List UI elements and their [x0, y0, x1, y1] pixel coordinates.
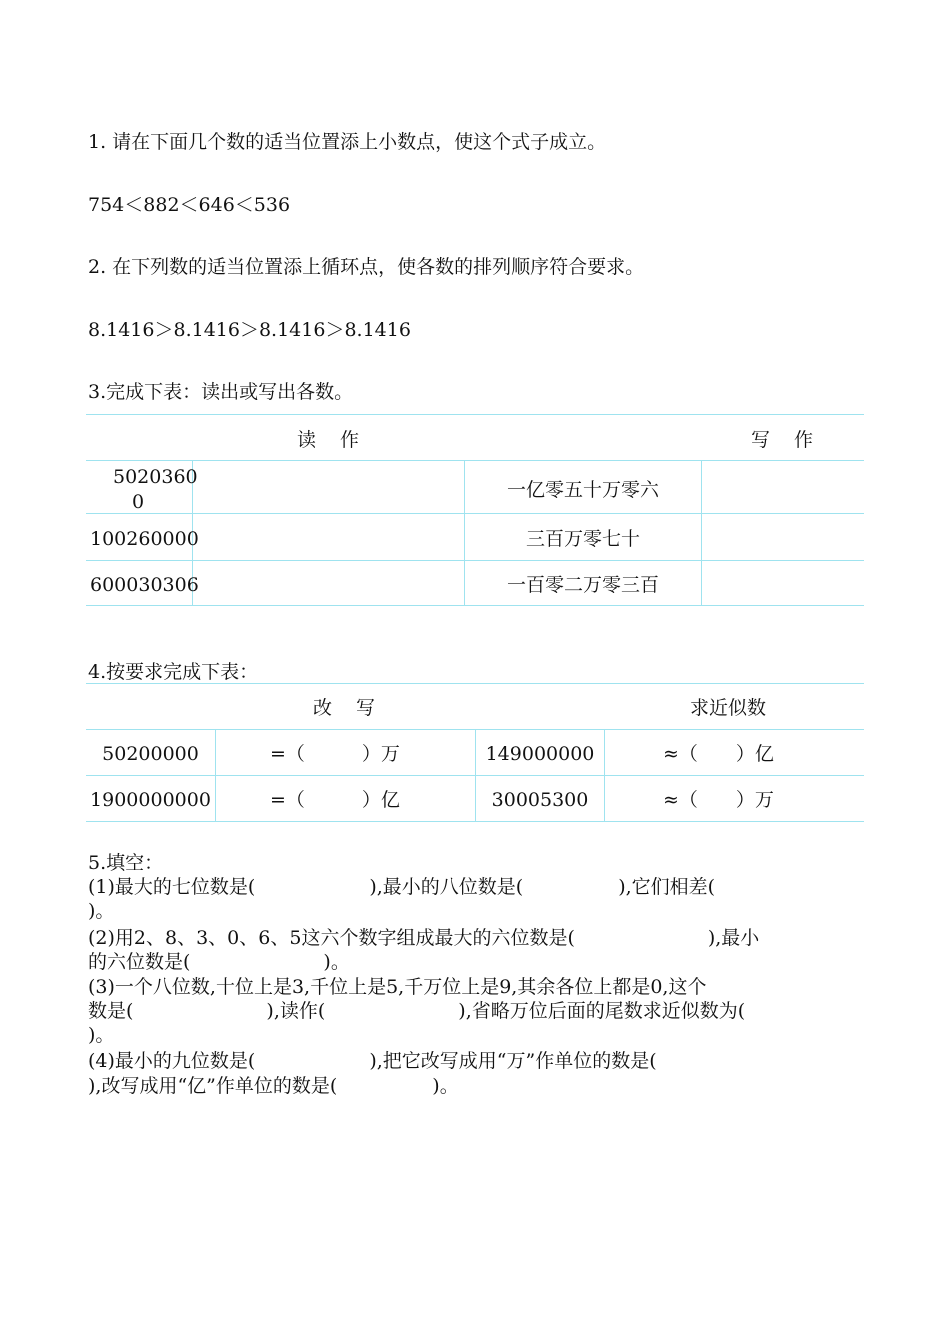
- q4-row2-number: 1900000000: [90, 789, 211, 811]
- q3-row2-write-blank[interactable]: [703, 518, 863, 556]
- q5-line: (4)最小的九位数是( ),把它改写成用“万”作单位的数是(: [88, 1050, 657, 1072]
- table-border: [86, 460, 864, 461]
- q3-row2-read-blank[interactable]: [194, 518, 462, 556]
- q2-expression: 8.1416＞8.1416＞8.1416＞8.1416: [88, 319, 411, 341]
- q5-line: )。: [88, 900, 115, 922]
- q5-title: 5.填空：: [88, 852, 164, 874]
- q3-row1-write-blank[interactable]: [700, 470, 864, 508]
- q5-line: (1)最大的七位数是( ),最小的八位数是( ),它们相差(: [88, 876, 716, 898]
- table-border: [86, 605, 864, 606]
- table-border: [215, 730, 216, 821]
- q5-line: )。: [88, 1024, 115, 1046]
- q3-row3-number: 600030306: [90, 574, 199, 596]
- q1-expression: 754＜882＜646＜536: [88, 194, 291, 216]
- q3-row3-read-blank[interactable]: [194, 564, 462, 602]
- q3-row1-read-blank[interactable]: [194, 470, 462, 508]
- q5-line: 的六位数是( )。: [88, 951, 350, 973]
- q2-prompt: 2. 在下列数的适当位置添上循环点，使各数的排列顺序符合要求。: [88, 256, 645, 278]
- q4-title: 4.按要求完成下表：: [88, 661, 259, 683]
- q3-row3-write-blank[interactable]: [703, 564, 863, 602]
- q3-header-read: 读 作: [297, 429, 360, 451]
- q4-row2-approx-number: 30005300: [491, 789, 589, 811]
- q4-row1-number: 50200000: [102, 743, 199, 765]
- table-border: [86, 414, 864, 415]
- q3-row2-words: 三百万零七十: [525, 528, 640, 550]
- q3-row3-words: 一百零二万零三百: [506, 574, 659, 596]
- q3-row1-number: 5020360: [113, 466, 198, 488]
- table-border: [86, 683, 864, 684]
- q3-title: 3.完成下表：读出或写出各数。: [88, 381, 354, 403]
- q4-row1-rewrite[interactable]: =（ ）万: [270, 743, 400, 765]
- q4-row2-rewrite[interactable]: =（ ）亿: [270, 789, 400, 811]
- q3-header-write: 写 作: [751, 429, 814, 451]
- table-border: [86, 821, 864, 822]
- q1-prompt: 1. 请在下面几个数的适当位置添上小数点，使这个式子成立。: [88, 131, 607, 153]
- q5-line: (3)一个八位数,十位上是3,千位上是5,千万位上是9,其余各位上都是0,这个: [88, 976, 707, 998]
- q4-header-approx: 求近似数: [690, 697, 767, 719]
- table-border: [604, 730, 605, 821]
- q3-row2-number: 100260000: [90, 528, 199, 550]
- q5-line: (2)用2、8、3、0、6、5这六个数字组成最大的六位数是( ),最小: [88, 927, 760, 949]
- q5-line: ),改写成用“亿”作单位的数是( )。: [88, 1075, 459, 1097]
- table-border: [86, 560, 864, 561]
- q4-row1-approx[interactable]: ≈（ ）亿: [663, 743, 774, 765]
- table-border: [86, 513, 864, 514]
- q4-row2-approx[interactable]: ≈（ ）万: [663, 789, 774, 811]
- q4-row1-approx-number: 149000000: [485, 743, 595, 765]
- q3-row1-words: 一亿零五十万零六: [506, 479, 659, 501]
- q3-row1-number-wrap: 0: [132, 491, 145, 513]
- q5-line: 数是( ),读作( ),省略万位后面的尾数求近似数为(: [88, 1000, 746, 1022]
- q4-header-rewrite: 改 写: [313, 697, 376, 719]
